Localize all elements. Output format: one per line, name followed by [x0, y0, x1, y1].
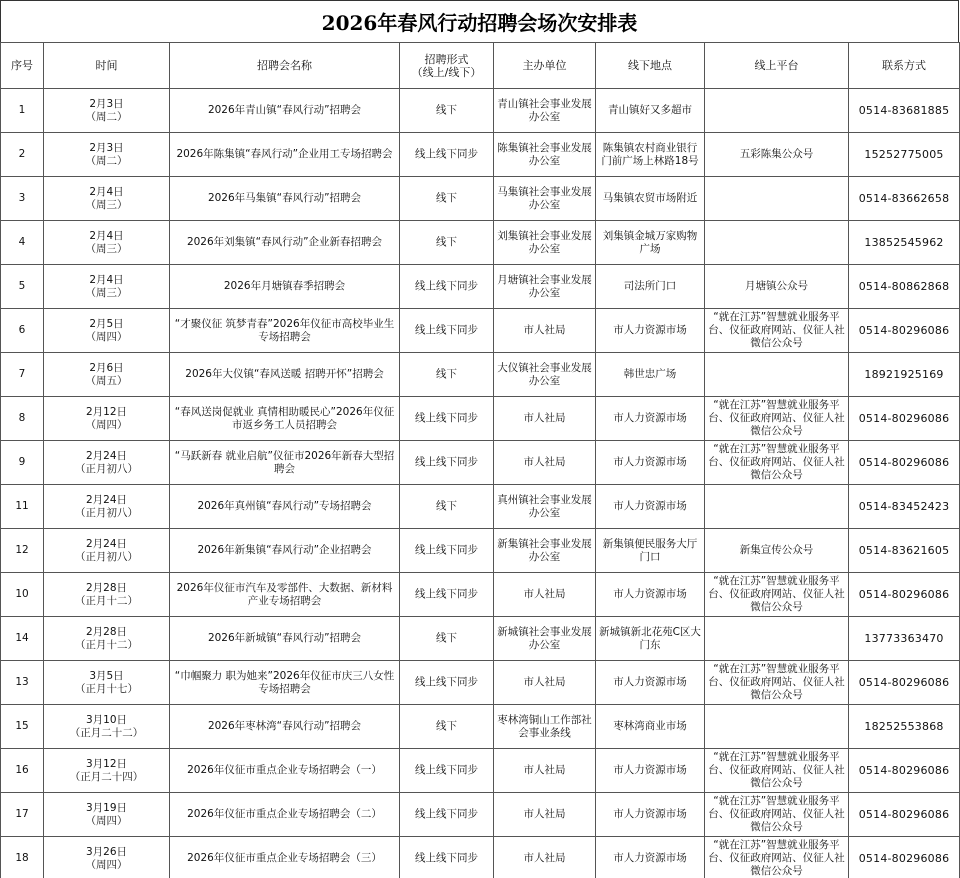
cell-platform	[705, 177, 849, 221]
cell-seq: 12	[1, 529, 44, 573]
cell-venue: 韩世忠广场	[596, 353, 705, 397]
cell-platform: “就在江苏”智慧就业服务平台、仪征政府网站、仪征人社微信公众号	[705, 661, 849, 705]
cell-name: “春风送岗促就业 真情相助暖民心”2026年仪征市返乡务工人员招聘会	[170, 397, 400, 441]
table-row	[1, 133, 960, 177]
table-row	[1, 793, 960, 837]
cell-venue: 市人力资源市场	[596, 749, 705, 793]
table-row	[1, 265, 960, 309]
cell-contact: 0514-80862868	[849, 265, 960, 309]
cell-platform: 月塘镇公众号	[705, 265, 849, 309]
cell-seq: 9	[1, 441, 44, 485]
cell-host: 马集镇社会事业发展办公室	[494, 177, 596, 221]
cell-platform: “就在江苏”智慧就业服务平台、仪征政府网站、仪征人社微信公众号	[705, 793, 849, 837]
cell-platform	[705, 353, 849, 397]
cell-contact: 0514-83662658	[849, 177, 960, 221]
schedule-table	[0, 42, 960, 878]
table-row	[1, 89, 960, 133]
cell-venue: 枣林湾商业市场	[596, 705, 705, 749]
cell-time: 2月28日 （正月十二）	[44, 573, 170, 617]
header-venue: 线下地点	[596, 43, 705, 89]
cell-platform	[705, 485, 849, 529]
cell-host: 市人社局	[494, 837, 596, 878]
cell-form: 线下	[400, 89, 494, 133]
header-contact: 联系方式	[849, 43, 960, 89]
cell-contact: 0514-83681885	[849, 89, 960, 133]
cell-venue: 马集镇农贸市场附近	[596, 177, 705, 221]
table-row	[1, 573, 960, 617]
table-row	[1, 397, 960, 441]
cell-host: 青山镇社会事业发展办公室	[494, 89, 596, 133]
cell-time: 3月10日 （正月二十二）	[44, 705, 170, 749]
cell-form: 线下	[400, 177, 494, 221]
cell-platform: “就在江苏”智慧就业服务平台、仪征政府网站、仪征人社微信公众号	[705, 749, 849, 793]
cell-form: 线上线下同步	[400, 397, 494, 441]
cell-host: 市人社局	[494, 441, 596, 485]
cell-form: 线下	[400, 485, 494, 529]
table-row	[1, 177, 960, 221]
cell-platform	[705, 705, 849, 749]
cell-platform: 新集宣传公众号	[705, 529, 849, 573]
cell-name: 2026年马集镇“春风行动”招聘会	[170, 177, 400, 221]
cell-host: 大仪镇社会事业发展办公室	[494, 353, 596, 397]
cell-platform: “就在江苏”智慧就业服务平台、仪征政府网站、仪征人社微信公众号	[705, 309, 849, 353]
cell-name: 2026年陈集镇“春风行动”企业用工专场招聘会	[170, 133, 400, 177]
table-row	[1, 661, 960, 705]
page-title: 2026年春风行动招聘会场次安排表	[0, 0, 959, 43]
header-name: 招聘会名称	[170, 43, 400, 89]
cell-time: 2月24日 （正月初八）	[44, 485, 170, 529]
table-body	[1, 89, 960, 878]
cell-platform	[705, 221, 849, 265]
header-seq: 序号	[1, 43, 44, 89]
cell-name: 2026年新集镇“春风行动”企业招聘会	[170, 529, 400, 573]
cell-form: 线上线下同步	[400, 309, 494, 353]
cell-form: 线下	[400, 617, 494, 661]
cell-contact: 0514-83452423	[849, 485, 960, 529]
cell-venue: 刘集镇金城万家购物广场	[596, 221, 705, 265]
cell-contact: 18252553868	[849, 705, 960, 749]
cell-seq: 5	[1, 265, 44, 309]
cell-form: 线上线下同步	[400, 793, 494, 837]
cell-platform: “就在江苏”智慧就业服务平台、仪征政府网站、仪征人社微信公众号	[705, 837, 849, 878]
cell-time: 2月24日 （正月初八）	[44, 441, 170, 485]
cell-seq: 11	[1, 485, 44, 529]
cell-venue: 新城镇新北花苑C区大门东	[596, 617, 705, 661]
header-host: 主办单位	[494, 43, 596, 89]
cell-host: 枣林湾铜山工作部社会事业条线	[494, 705, 596, 749]
cell-time: 2月24日 （正月初八）	[44, 529, 170, 573]
table-row	[1, 221, 960, 265]
cell-seq: 16	[1, 749, 44, 793]
cell-venue: 市人力资源市场	[596, 573, 705, 617]
cell-host: 市人社局	[494, 661, 596, 705]
cell-name: 2026年月塘镇春季招聘会	[170, 265, 400, 309]
cell-host: 新集镇社会事业发展办公室	[494, 529, 596, 573]
cell-contact: 0514-80296086	[849, 837, 960, 878]
header-row	[1, 43, 960, 89]
cell-seq: 7	[1, 353, 44, 397]
cell-host: 市人社局	[494, 793, 596, 837]
cell-venue: 市人力资源市场	[596, 397, 705, 441]
table-row	[1, 705, 960, 749]
cell-form: 线下	[400, 353, 494, 397]
cell-seq: 15	[1, 705, 44, 749]
cell-venue: 市人力资源市场	[596, 793, 705, 837]
cell-name: 2026年青山镇“春风行动”招聘会	[170, 89, 400, 133]
cell-time: 3月12日 （正月二十四）	[44, 749, 170, 793]
cell-platform: 五彩陈集公众号	[705, 133, 849, 177]
cell-form: 线下	[400, 221, 494, 265]
cell-time: 2月4日 （周三）	[44, 221, 170, 265]
cell-venue: 市人力资源市场	[596, 837, 705, 878]
cell-form: 线上线下同步	[400, 661, 494, 705]
cell-form: 线上线下同步	[400, 265, 494, 309]
cell-form: 线上线下同步	[400, 837, 494, 878]
cell-name: “才聚仪征 筑梦青春”2026年仪征市高校毕业生专场招聘会	[170, 309, 400, 353]
cell-contact: 0514-80296086	[849, 793, 960, 837]
cell-form: 线上线下同步	[400, 133, 494, 177]
cell-seq: 14	[1, 617, 44, 661]
cell-seq: 13	[1, 661, 44, 705]
cell-time: 3月26日 （周四）	[44, 837, 170, 878]
cell-seq: 17	[1, 793, 44, 837]
table-header	[1, 43, 960, 89]
cell-time: 2月3日 （周二）	[44, 133, 170, 177]
header-time: 时间	[44, 43, 170, 89]
cell-platform: “就在江苏”智慧就业服务平台、仪征政府网站、仪征人社微信公众号	[705, 397, 849, 441]
cell-venue: 司法所门口	[596, 265, 705, 309]
table-row	[1, 353, 960, 397]
cell-host: 市人社局	[494, 397, 596, 441]
cell-host: 真州镇社会事业发展办公室	[494, 485, 596, 529]
cell-seq: 2	[1, 133, 44, 177]
cell-time: 2月5日 （周四）	[44, 309, 170, 353]
cell-contact: 18921925169	[849, 353, 960, 397]
cell-seq: 4	[1, 221, 44, 265]
cell-platform	[705, 617, 849, 661]
cell-time: 3月19日 （周四）	[44, 793, 170, 837]
table-row	[1, 617, 960, 661]
cell-contact: 0514-80296086	[849, 573, 960, 617]
cell-form: 线上线下同步	[400, 573, 494, 617]
cell-host: 刘集镇社会事业发展办公室	[494, 221, 596, 265]
cell-host: 新城镇社会事业发展办公室	[494, 617, 596, 661]
cell-contact: 13852545962	[849, 221, 960, 265]
cell-seq: 3	[1, 177, 44, 221]
cell-name: 2026年仪征市重点企业专场招聘会（三）	[170, 837, 400, 878]
cell-contact: 0514-83621605	[849, 529, 960, 573]
cell-contact: 0514-80296086	[849, 661, 960, 705]
cell-venue: 市人力资源市场	[596, 441, 705, 485]
cell-time: 3月5日 （正月十七）	[44, 661, 170, 705]
cell-seq: 8	[1, 397, 44, 441]
cell-seq: 6	[1, 309, 44, 353]
cell-venue: 市人力资源市场	[596, 309, 705, 353]
cell-host: 市人社局	[494, 309, 596, 353]
cell-form: 线上线下同步	[400, 441, 494, 485]
cell-seq: 18	[1, 837, 44, 878]
cell-time: 2月12日 （周四）	[44, 397, 170, 441]
cell-form: 线下	[400, 705, 494, 749]
header-platform: 线上平台	[705, 43, 849, 89]
cell-time: 2月4日 （周三）	[44, 265, 170, 309]
cell-name: 2026年大仪镇“春风送暖 招聘开怀”招聘会	[170, 353, 400, 397]
cell-contact: 15252775005	[849, 133, 960, 177]
cell-venue: 新集镇便民服务大厅门口	[596, 529, 705, 573]
cell-contact: 0514-80296086	[849, 749, 960, 793]
cell-name: “马跃新春 就业启航”仪征市2026年新春大型招聘会	[170, 441, 400, 485]
cell-name: 2026年新城镇“春风行动”招聘会	[170, 617, 400, 661]
cell-contact: 0514-80296086	[849, 397, 960, 441]
cell-platform	[705, 89, 849, 133]
cell-seq: 10	[1, 573, 44, 617]
cell-name: 2026年仪征市重点企业专场招聘会（一）	[170, 749, 400, 793]
cell-name: 2026年真州镇“春风行动”专场招聘会	[170, 485, 400, 529]
table-row	[1, 837, 960, 878]
cell-contact: 13773363470	[849, 617, 960, 661]
cell-name: 2026年仪征市重点企业专场招聘会（二）	[170, 793, 400, 837]
cell-venue: 青山镇好又多超市	[596, 89, 705, 133]
table-row	[1, 309, 960, 353]
cell-host: 月塘镇社会事业发展办公室	[494, 265, 596, 309]
cell-name: 2026年枣林湾“春风行动”招聘会	[170, 705, 400, 749]
cell-venue: 陈集镇农村商业银行门前广场上林路18号	[596, 133, 705, 177]
cell-time: 2月3日 （周二）	[44, 89, 170, 133]
cell-platform: “就在江苏”智慧就业服务平台、仪征政府网站、仪征人社微信公众号	[705, 441, 849, 485]
cell-host: 市人社局	[494, 749, 596, 793]
table-row	[1, 749, 960, 793]
cell-name: 2026年刘集镇“春风行动”企业新春招聘会	[170, 221, 400, 265]
table-row	[1, 529, 960, 573]
table-row	[1, 441, 960, 485]
cell-venue: 市人力资源市场	[596, 485, 705, 529]
cell-host: 市人社局	[494, 573, 596, 617]
cell-contact: 0514-80296086	[849, 309, 960, 353]
header-form: 招聘形式 （线上/线下）	[400, 43, 494, 89]
table-row	[1, 485, 960, 529]
cell-name: “巾帼聚力 职为她来”2026年仪征市庆三八女性专场招聘会	[170, 661, 400, 705]
cell-time: 2月4日 （周三）	[44, 177, 170, 221]
cell-contact: 0514-80296086	[849, 441, 960, 485]
cell-form: 线上线下同步	[400, 749, 494, 793]
cell-seq: 1	[1, 89, 44, 133]
cell-form: 线上线下同步	[400, 529, 494, 573]
cell-host: 陈集镇社会事业发展办公室	[494, 133, 596, 177]
cell-time: 2月6日 （周五）	[44, 353, 170, 397]
cell-name: 2026年仪征市汽车及零部件、大数据、新材料产业专场招聘会	[170, 573, 400, 617]
cell-time: 2月28日 （正月十二）	[44, 617, 170, 661]
cell-platform: “就在江苏”智慧就业服务平台、仪征政府网站、仪征人社微信公众号	[705, 573, 849, 617]
cell-venue: 市人力资源市场	[596, 661, 705, 705]
